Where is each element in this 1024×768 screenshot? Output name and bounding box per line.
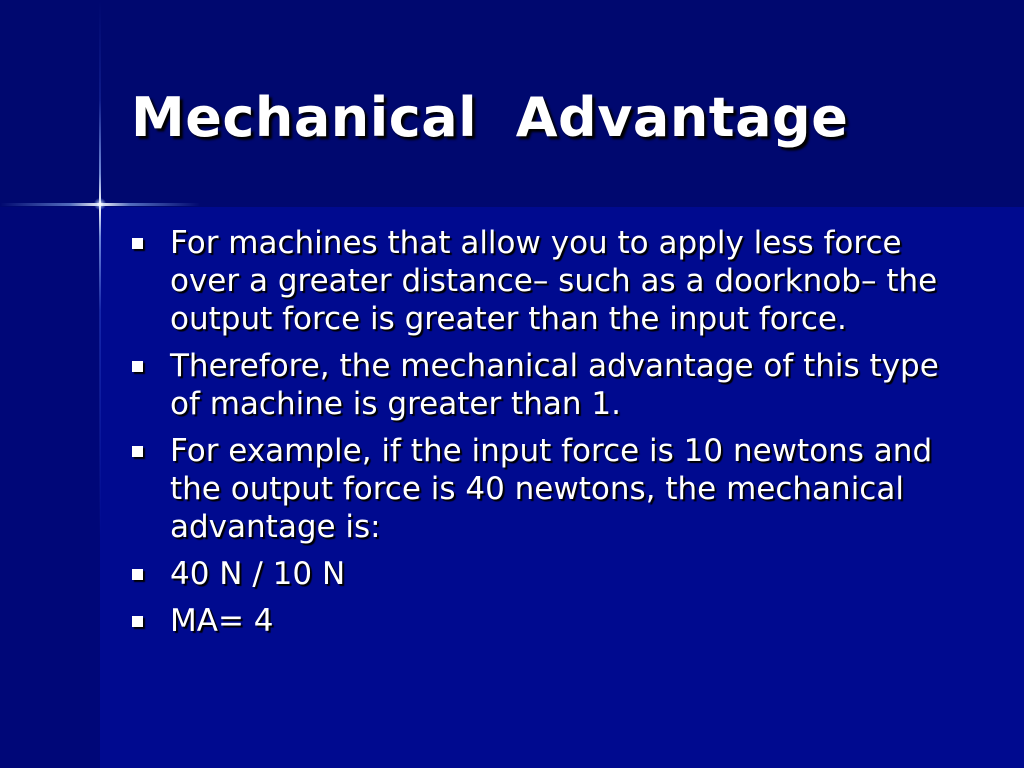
left-margin-background	[0, 207, 100, 768]
decorative-sparkle-icon	[94, 198, 106, 210]
square-bullet-icon	[132, 616, 143, 627]
bullet-text: For machines that allow you to apply less force over a greater distance– such as a doorknob– the output force is greater than the input force.	[170, 225, 938, 337]
square-bullet-icon	[132, 569, 143, 580]
bullet-text: For example, if the input force is 10 newtons and the output force is 40 newtons, the mechanical advantage is:	[170, 433, 933, 545]
bullet-list	[130, 224, 970, 649]
slide-title: Mechanical Advantage	[131, 86, 849, 149]
bullet-text: MA= 4	[170, 603, 274, 639]
square-bullet-icon	[132, 446, 143, 457]
bullet-item	[130, 347, 970, 423]
square-bullet-icon	[132, 361, 143, 372]
bullet-item	[130, 224, 970, 338]
bullet-text: 40 N / 10 N	[170, 556, 346, 592]
square-bullet-icon	[132, 238, 143, 249]
bullet-text: Therefore, the mechanical advantage of this type of machine is greater than 1.	[170, 348, 939, 422]
bullet-item	[130, 555, 970, 593]
bullet-item	[130, 432, 970, 546]
bullet-item	[130, 602, 970, 640]
